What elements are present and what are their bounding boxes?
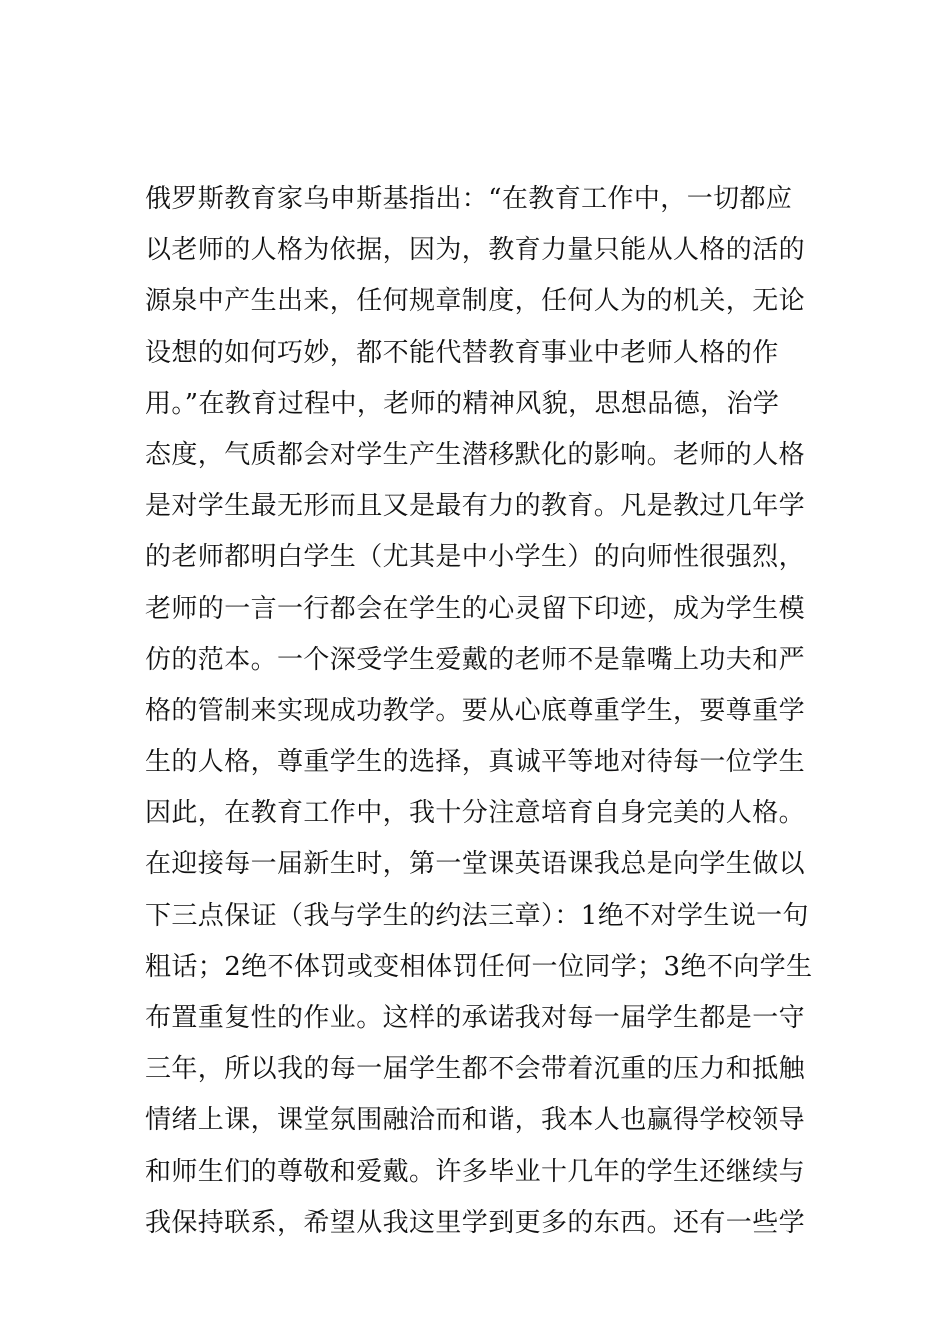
- text-line: 我保持联系，希望从我这里学到更多的东西。还有一些学: [145, 1207, 806, 1238]
- text-line: 态度，气质都会对学生产生潜移默化的影响。老师的人格: [145, 439, 806, 470]
- text-line: 源泉中产生出来，任何规章制度，任何人为的机关，无论: [145, 286, 806, 317]
- text-line: 格的管制来实现成功教学。要从心底尊重学生，要尊重学: [145, 695, 806, 726]
- text-line: 老师的一言一行都会在学生的心灵留下印迹，成为学生模: [145, 593, 806, 624]
- text-line: 以老师的人格为依据，因为，教育力量只能从人格的活的: [145, 235, 806, 266]
- text-line: 三年，所以我的每一届学生都不会带着沉重的压力和抵触: [145, 1054, 806, 1085]
- text-line: 是对学生最无形而且又是最有力的教育。凡是教过几年学: [145, 491, 806, 522]
- text-line: 粗话；2绝不体罚或变相体罚任何一位同学；3绝不向学生: [145, 951, 813, 982]
- text-line: 下三点保证（我与学生的约法三章）：1绝不对学生说一句: [145, 900, 809, 931]
- text-line: 仿的范本。一个深受学生爱戴的老师不是靠嘴上功夫和严: [145, 644, 806, 675]
- text-line: 生的人格，尊重学生的选择，真诚平等地对待每一位学生: [145, 747, 806, 778]
- text-line: 的老师都明白学生（尤其是中小学生）的向师性很强烈，: [145, 542, 806, 573]
- text-line: 情绪上课，课堂氛围融洽而和谐，我本人也赢得学校领导: [145, 1105, 806, 1136]
- text-line: 布置重复性的作业。这样的承诺我对每一届学生都是一守: [145, 1003, 806, 1033]
- text-line: 因此，在教育工作中，我十分注意培育自身完美的人格。: [145, 798, 806, 829]
- text-line: 俄罗斯教育家乌申斯基指出：“在教育工作中，一切都应: [145, 184, 793, 214]
- text-line: 在迎接每一届新生时，第一堂课英语课我总是向学生做以: [145, 849, 806, 880]
- text-line: 设想的如何巧妙，都不能代替教育事业中老师人格的作: [145, 337, 779, 368]
- body-paragraph: [145, 174, 815, 1249]
- text-line: 和师生们的尊敬和爱戴。许多毕业十几年的学生还继续与: [145, 1156, 806, 1187]
- text-line: 用。”在教育过程中，老师的精神风貌，思想品德，治学: [145, 388, 780, 419]
